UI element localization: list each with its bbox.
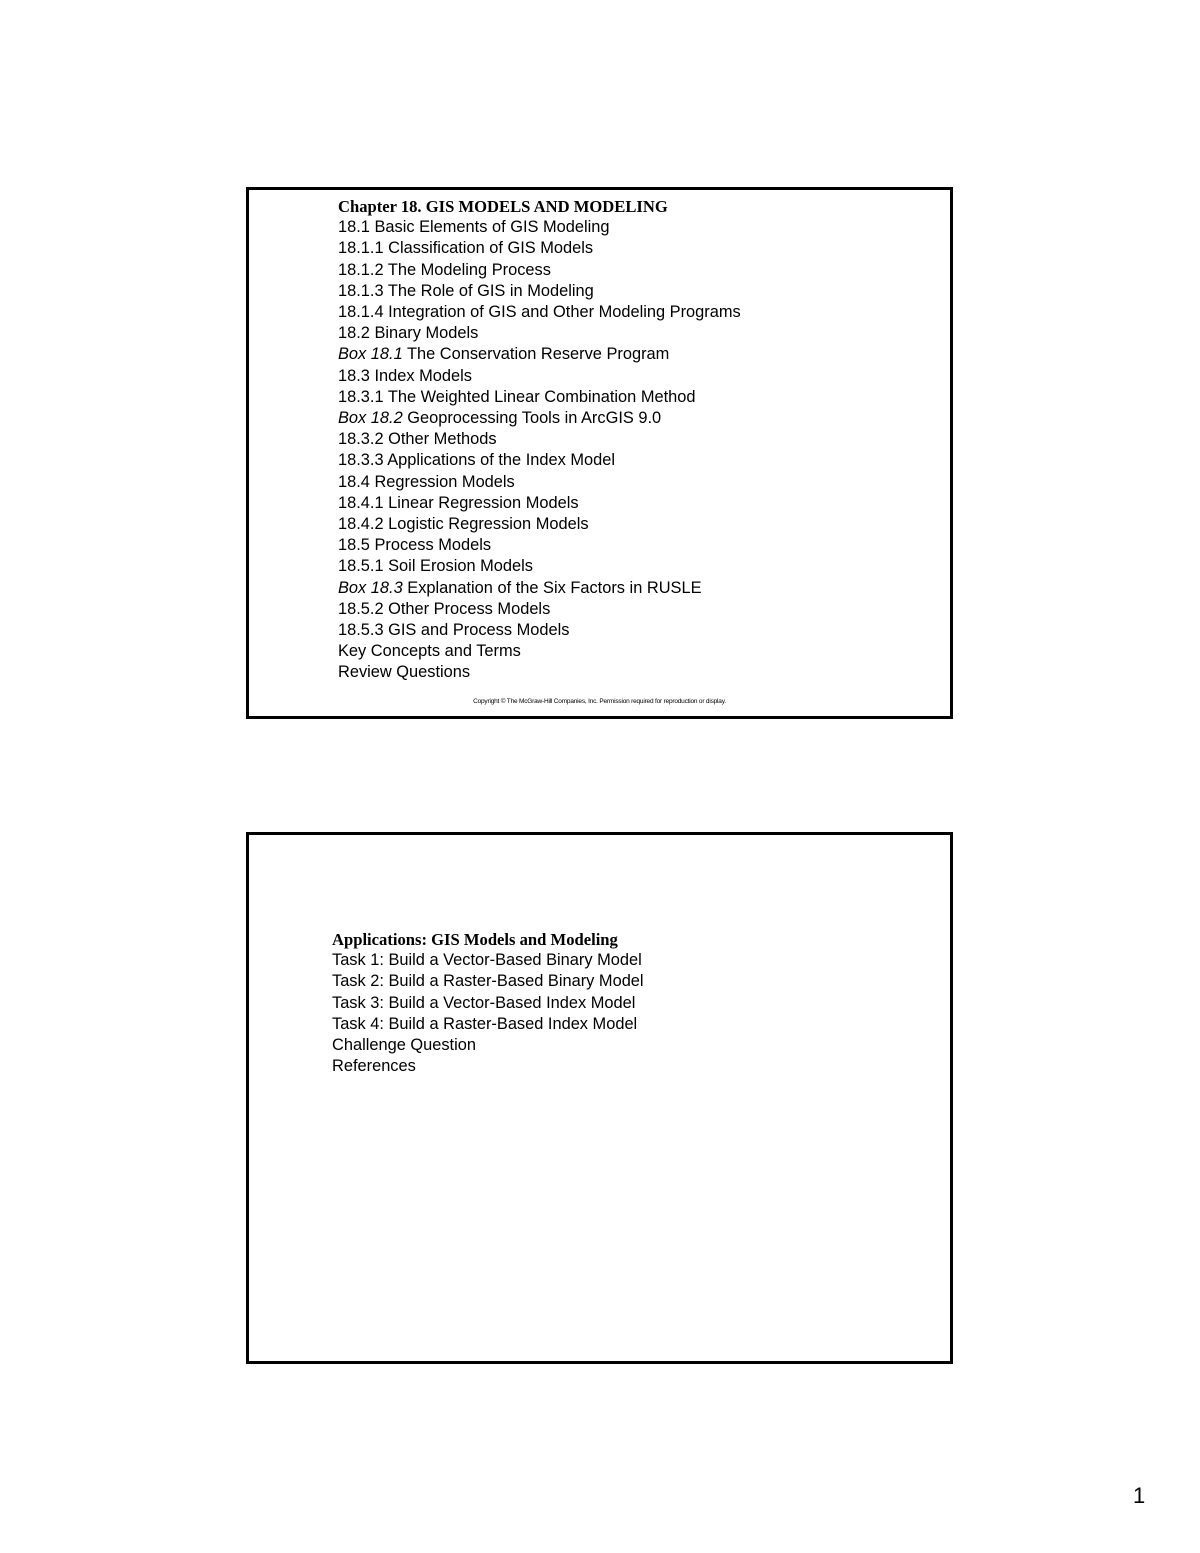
copyright-notice: Copyright © The McGraw-Hill Companies, Inc. Permission required for reproduction or display. xyxy=(473,698,726,705)
outline-item-text: 18.3 Index Models xyxy=(338,366,472,385)
outline-item-text: Task 2: Build a Raster-Based Binary Model xyxy=(332,972,644,991)
outline-item xyxy=(338,344,741,365)
outline-item-text: 18.1 Basic Elements of GIS Modeling xyxy=(338,218,610,237)
outline-item xyxy=(338,641,741,662)
slide-1 xyxy=(246,187,953,719)
outline-item-text: Key Concepts and Terms xyxy=(338,642,521,661)
outline-item-text: Task 1: Build a Vector-Based Binary Model xyxy=(332,951,642,970)
outline-item xyxy=(338,387,741,408)
outline-item xyxy=(338,281,741,302)
outline-item-text: Explanation of the Six Factors in RUSLE xyxy=(402,578,702,597)
outline-item xyxy=(332,950,644,971)
outline-item-text: 18.5.1 Soil Erosion Models xyxy=(338,557,533,576)
outline-item xyxy=(338,620,741,641)
slide-1-heading: Chapter 18. GIS MODELS AND MODELING xyxy=(338,197,668,216)
box-label: Box 18.1 xyxy=(338,345,403,364)
outline-item-text: 18.3.3 Applications of the Index Model xyxy=(338,451,616,470)
outline-item xyxy=(338,450,741,471)
outline-item xyxy=(338,217,741,238)
outline-item-text: 18.3.2 Other Methods xyxy=(338,430,497,449)
outline-item xyxy=(338,260,741,281)
slide-2-outline xyxy=(332,929,644,1077)
outline-item-text: Review Questions xyxy=(338,663,471,682)
outline-item xyxy=(338,556,741,577)
outline-item-text: 18.5 Process Models xyxy=(338,536,492,555)
outline-item-text: Task 3: Build a Vector-Based Index Model xyxy=(332,993,636,1012)
outline-item-text: 18.4 Regression Models xyxy=(338,472,515,491)
outline-item xyxy=(332,993,644,1014)
outline-item-text: 18.1.1 Classification of GIS Models xyxy=(338,239,594,258)
outline-item xyxy=(332,1014,644,1035)
outline-item-text: References xyxy=(332,1057,416,1076)
outline-item xyxy=(338,535,741,556)
outline-item-text: 18.3.1 The Weighted Linear Combination Method xyxy=(338,387,696,406)
outline-item xyxy=(338,366,741,387)
slide-2-heading: Applications: GIS Models and Modeling xyxy=(332,930,618,949)
outline-item xyxy=(338,514,741,535)
outline-item-text: The Conservation Reserve Program xyxy=(402,345,670,364)
slide-2 xyxy=(246,832,953,1364)
outline-item-text: Task 4: Build a Raster-Based Index Model xyxy=(332,1014,638,1033)
outline-item-text: 18.1.2 The Modeling Process xyxy=(338,260,551,279)
outline-item xyxy=(332,971,644,992)
outline-item-text: Geoprocessing Tools in ArcGIS 9.0 xyxy=(402,409,662,428)
outline-item-text: 18.5.3 GIS and Process Models xyxy=(338,621,570,640)
outline-item xyxy=(338,408,741,429)
outline-item xyxy=(338,323,741,344)
outline-item xyxy=(338,302,741,323)
outline-item xyxy=(338,578,741,599)
outline-item xyxy=(332,1056,644,1077)
page-number: 1 xyxy=(1133,1483,1146,1508)
outline-item-text: 18.1.4 Integration of GIS and Other Modeling Programs xyxy=(338,303,741,322)
outline-item-text: 18.1.3 The Role of GIS in Modeling xyxy=(338,281,594,300)
outline-item-text: 18.4.1 Linear Regression Models xyxy=(338,493,579,512)
outline-item-text: 18.4.2 Logistic Regression Models xyxy=(338,515,589,534)
outline-item xyxy=(338,472,741,493)
outline-item xyxy=(338,429,741,450)
outline-item-text: Challenge Question xyxy=(332,1036,476,1055)
outline-item xyxy=(338,662,741,683)
outline-item xyxy=(338,599,741,620)
outline-item-text: 18.5.2 Other Process Models xyxy=(338,599,551,618)
box-label: Box 18.2 xyxy=(338,409,403,428)
outline-item xyxy=(338,493,741,514)
outline-item xyxy=(332,1035,644,1056)
outline-item-text: 18.2 Binary Models xyxy=(338,324,479,343)
slide-1-outline xyxy=(338,196,741,684)
box-label: Box 18.3 xyxy=(338,578,403,597)
outline-item xyxy=(338,238,741,259)
